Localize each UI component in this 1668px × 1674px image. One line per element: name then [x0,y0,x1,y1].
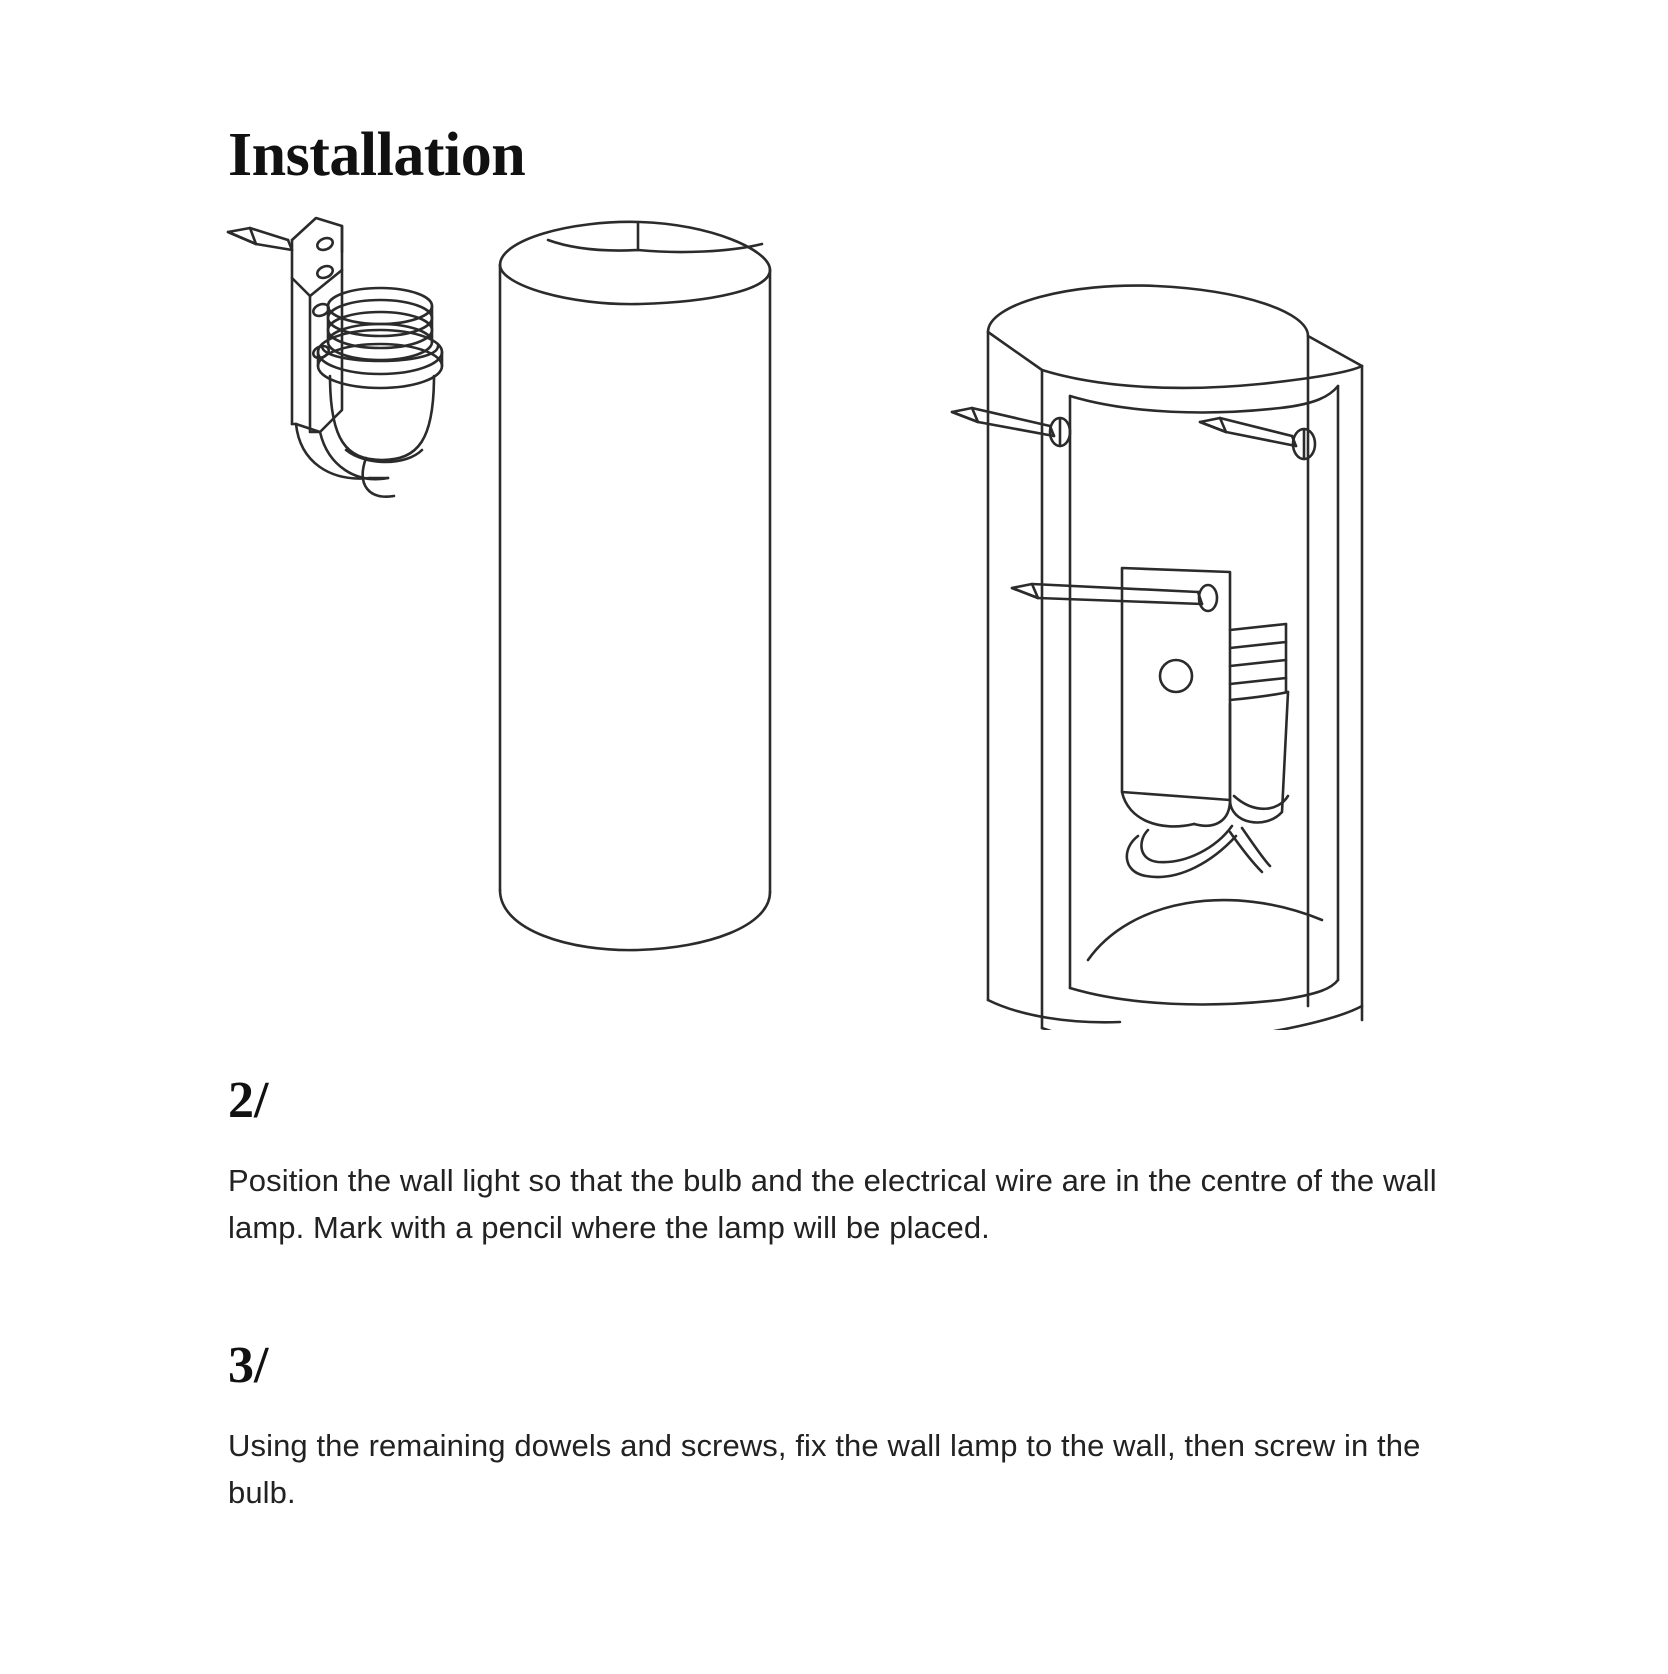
electrical-wire [1127,826,1270,877]
inner-bulb-socket [1230,624,1288,822]
step-3-text: Using the remaining dowels and screws, fix the wall lamp to the wall, then screw in the bulb. [228,1428,1421,1511]
bracket-hole-center [1160,660,1192,692]
wall-plate-assembly [952,286,1362,1030]
bracket-hole-1 [316,236,335,252]
bulb-socket [318,288,442,497]
lamp-shade-cylinder [500,222,770,950]
step-3 [228,1337,1458,1516]
screw-top-right [1200,418,1315,459]
screw-top-left [952,408,1070,446]
step-2-text: Position the wall light so that the bulb and the electrical wire are in the centre of the wall lamp. Mark with a pencil where the lamp will be placed. [228,1163,1437,1246]
step-2 [228,1072,1458,1251]
step-2-number: 2/ [228,1072,269,1129]
screw-left [228,228,292,250]
step-3-number: 3/ [228,1337,269,1394]
page-title: Installation [228,121,526,189]
dowel-middle [1199,585,1217,611]
mounting-bracket-with-lamp-holder [228,218,442,497]
wall-lamp-installation-diagram [170,200,1500,1030]
